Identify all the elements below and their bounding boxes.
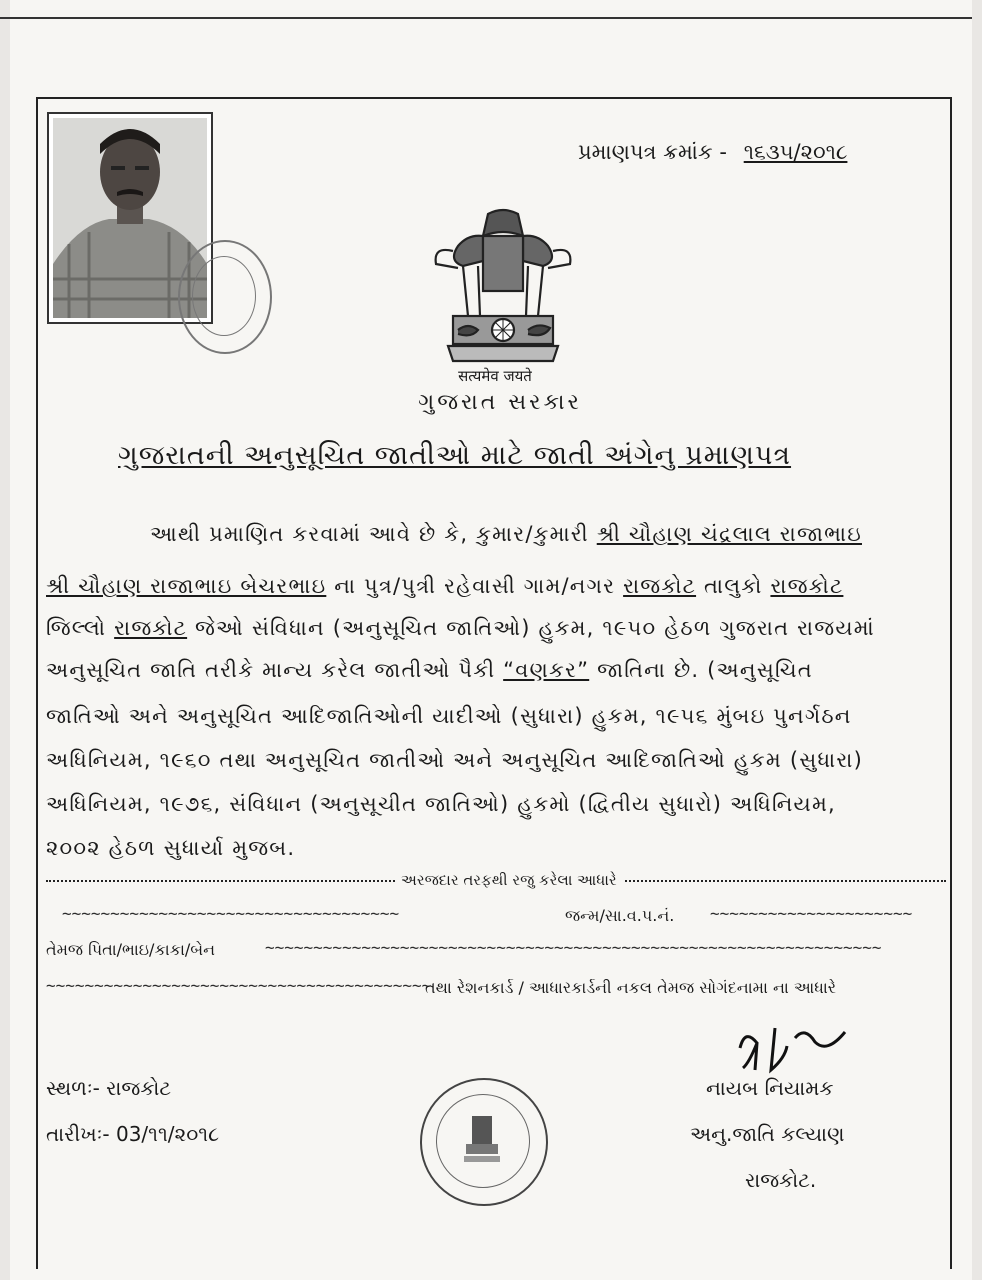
date-label: તારીખઃ- (46, 1122, 110, 1146)
body-line-5: જાતિઓ અને અનુસૂચિત આદિજાતિઓની યાદીઓ (સુધારા) હુકમ, ૧૯૫૬ મુંબઇ પુનર્ગઠન (46, 704, 852, 728)
handwritten-scribble-2: ~~~~~~~~~~~~~~~~~~~~~ (710, 904, 913, 923)
body-line-1 (150, 522, 862, 547)
certificate-number-line (578, 140, 847, 165)
body-line-3-text: જેઓ સંવિધાન (અનુસૂચિત જાતિઓ) હુકમ, ૧૯૫૦ હેઠળ ગુજરાત રાજયમાં (187, 616, 875, 640)
certificate-number-label: પ્રમાણપત્ર ક્રમાંક - (578, 140, 728, 164)
evidence-heading: અરજદાર તરફથી રજુ કરેલા આધારે (395, 871, 623, 889)
officer-signature (735, 1018, 855, 1076)
body-line-1-text: આથી પ્રમાણિત કરવામાં આવે છે કે, કુમાર/કુમારી (150, 522, 597, 546)
body-line-2-text: ના પુત્ર/પુત્રી રહેવાસી ગામ/નગર (326, 574, 624, 598)
officer-department: અનુ.જાતિ કલ્યાણ (690, 1122, 845, 1146)
taluka-label: તાલુકો (696, 574, 771, 598)
body-line-3 (46, 616, 875, 641)
parent-name: શ્રી ચૌહાણ રાજાભાઇ બેચરભાઇ (46, 574, 327, 598)
village-city: રાજકોટ (623, 574, 697, 598)
body-line-7: અધિનિયમ, ૧૯૭૬, સંવિધાન (અનુસૂચીત જાતિઓ) હુકમો (દ્વિતીય સુધારો) અધિનિયમ, (46, 792, 836, 816)
officer-designation: નાયબ નિયામક (706, 1076, 834, 1100)
caste-name: “વણકર” (503, 658, 590, 682)
district-value: રાજકોટ (114, 616, 188, 640)
body-line-6: અધિનિયમ, ૧૯૬૦ તથા અનુસૂચિત જાતીઓ અને અનુસૂચિત આદિજાતિઓ હુકમ (સુધારા) (46, 748, 863, 772)
applicant-name: શ્રી ચૌહાણ ચંદ્રલાલ રાજાભાઇ (596, 522, 862, 546)
photo-seal-inner-ring (192, 256, 256, 336)
certificate-number: ૧૬૩૫/૨૦૧૮ (743, 140, 848, 164)
handwritten-scribble-1: ~~~~~~~~~~~~~~~~~~~~~~~~~~~~~~~~~~~ (62, 904, 400, 923)
body-line-8: ૨૦૦૨ હેઠળ સુધાર્યા મુજબ. (46, 836, 296, 860)
place-value: રાજકોટ (106, 1076, 172, 1100)
relative-label: તેમજ પિતા/ભાઇ/કાકા/બેન (46, 940, 216, 959)
district-label: જિલ્લો (46, 616, 115, 640)
ration-aadhaar-text: તથા રેશનકાર્ડ / આધારકાર્ડની નકલ તેમજ સોગંદનામા ના આધારે (425, 978, 837, 997)
national-motto: सत्यमेव जयते (458, 367, 532, 385)
place-line (46, 1076, 171, 1100)
government-name: ગુજરાત સરકાર (418, 390, 582, 415)
place-label: સ્થળઃ- (46, 1076, 100, 1100)
body-line-4-text: અનુસૂચિત જાતિ તરીકે માન્ય કરેલ જાતીઓ પૈકી (46, 658, 504, 682)
handwritten-scribble-3: ~~~~~~~~~~~~~~~~~~~~~~~~~~~~~~~~~~~~~~~~~~~~~~~~~~~~~~~~~~~~~~~~ (265, 938, 882, 957)
ashoka-emblem-icon (428, 206, 578, 366)
birth-record-label: જન્મ/સા.વ.પ.નં. (565, 906, 675, 925)
handwritten-scribble-4: ~~~~~~~~~~~~~~~~~~~~~~~~~~~~~~~~~~~~~~~~ (46, 976, 432, 995)
taluka-value: રાજકોટ (770, 574, 844, 598)
seal-emblem-icon (460, 1112, 504, 1166)
date-line (46, 1122, 219, 1146)
body-line-4 (46, 658, 813, 683)
body-line-4-rest: જાતિના છે. (અનુસૂચિત (589, 658, 813, 682)
certificate-title: ગુજરાતની અનુસૂચિત જાતીઓ માટે જાતી અંગેનુ પ્રમાણપત્ર (118, 440, 792, 471)
top-border-line (0, 17, 972, 19)
body-line-2 (46, 574, 843, 599)
officer-city: રાજકોટ. (745, 1168, 817, 1192)
date-value: 03/૧૧/૨૦૧૮ (115, 1122, 220, 1146)
